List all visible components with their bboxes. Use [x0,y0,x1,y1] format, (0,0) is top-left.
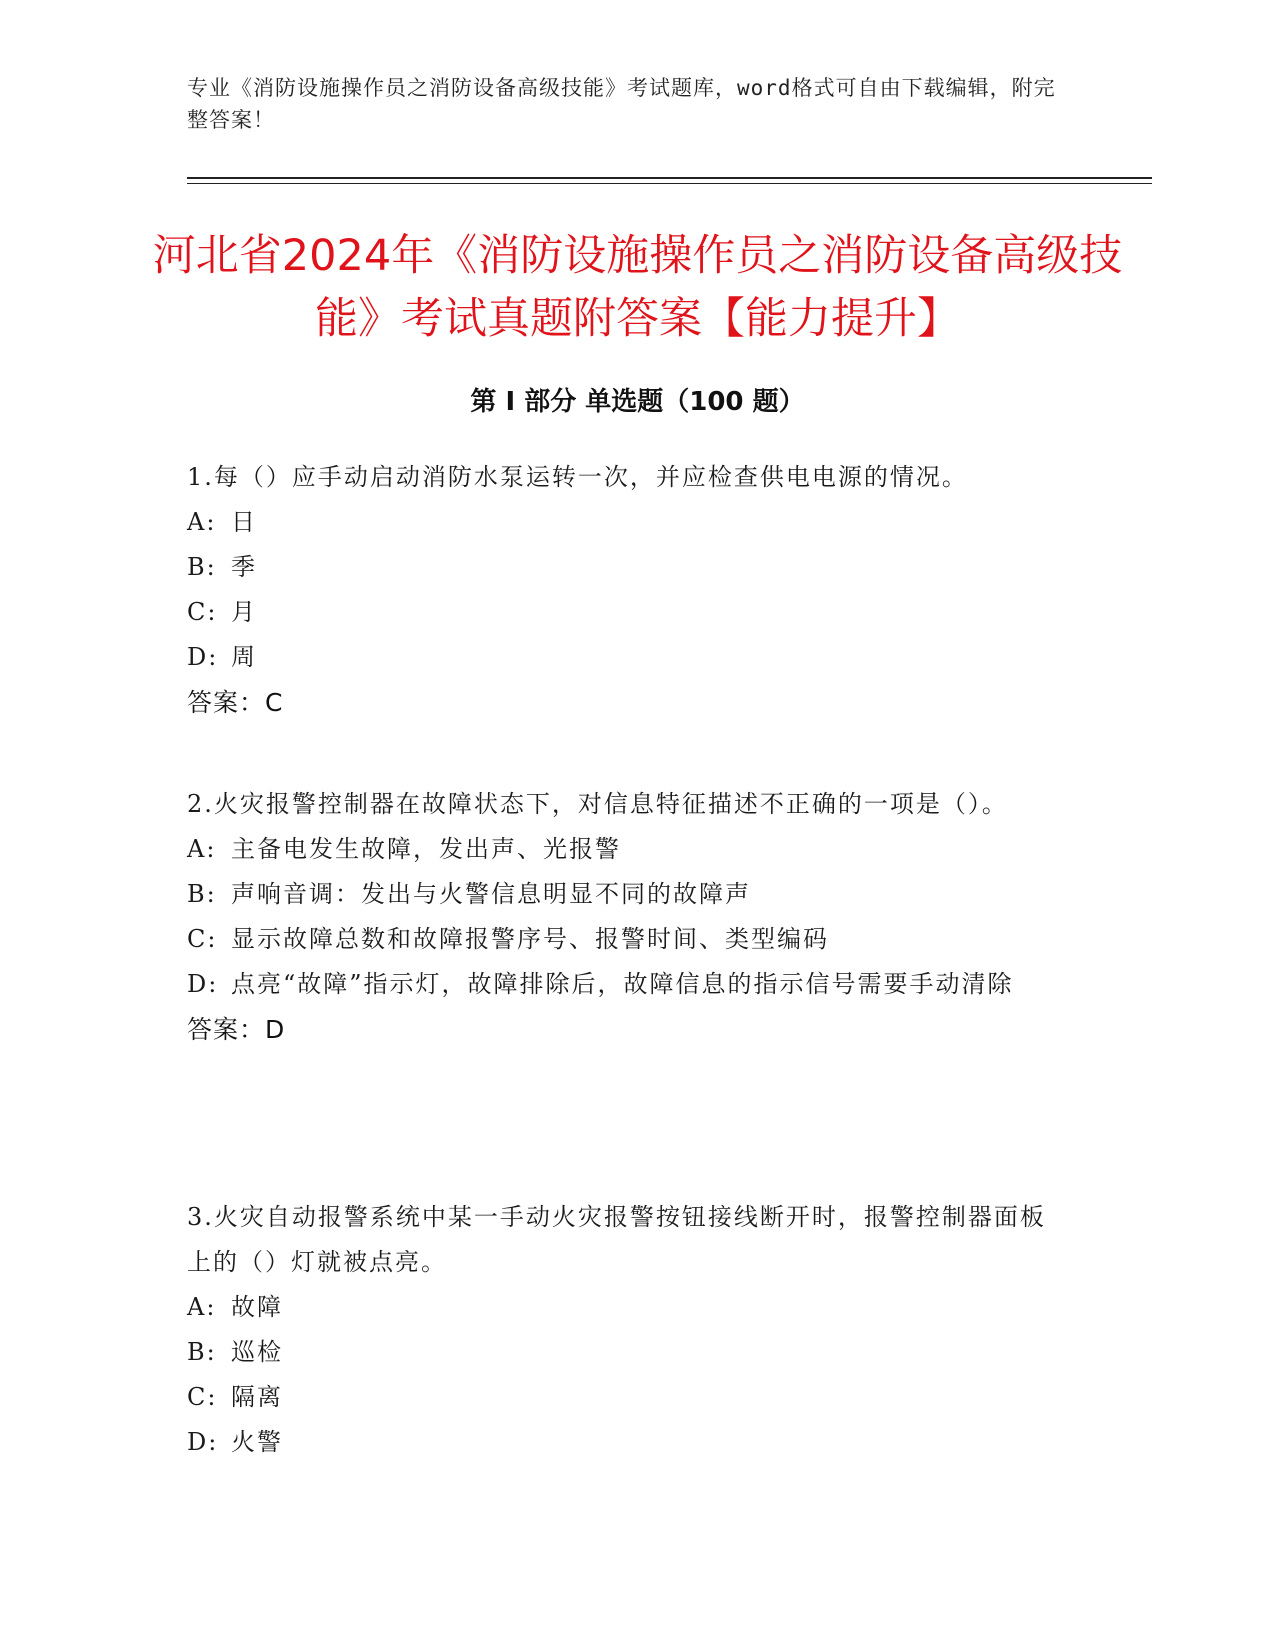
option-letter: C: [187,598,218,626]
option-text: 声响音调：发出与火警信息明显不同的故障声 [231,880,751,908]
header-note: 专业《消防设施操作员之消防设备高级技能》考试题库，word格式可自由下载编辑，附完整答案！ [187,76,1056,132]
option-a [187,1285,1067,1330]
question-1 [187,455,1067,725]
question-stem: 1.每（）应手动启动消防水泵运转一次，并应检查供电电源的情况。 [187,463,968,491]
option-text: 显示故障总数和故障报警序号、报警时间、类型编码 [231,925,829,953]
option-d [187,635,1067,680]
question-stem: 2.火灾报警控制器在故障状态下，对信息特征描述不正确的一项是（）。 [187,790,1008,818]
option-a [187,500,1067,545]
option-d [187,962,1067,1007]
option-c [187,1375,1067,1420]
option-text: 周 [231,643,257,671]
document-title: 河北省2024年《消防设施操作员之消防设备高级技能》考试真题附答案【能力提升】 [152,231,1123,344]
option-letter: C: [187,925,218,953]
option-a [187,827,1067,872]
option-text: 巡检 [231,1338,283,1366]
option-letter: D: [187,643,219,671]
question-3 [187,1195,1067,1465]
answer-line: 答案：D [187,1015,286,1044]
option-text: 主备电发生故障，发出声、光报警 [231,835,621,863]
option-letter: D: [187,1428,219,1456]
question-2 [187,782,1067,1052]
section-heading: 第 I 部分 单选题（100 题） [470,387,805,417]
option-letter: A: [187,508,217,536]
option-text: 季 [231,553,257,581]
option-c [187,917,1067,962]
option-text: 隔离 [231,1383,283,1411]
option-d [187,1420,1067,1465]
option-text: 点亮“故障”指示灯，故障排除后，故障信息的指示信号需要手动清除 [231,970,1014,998]
option-letter: B: [187,1338,217,1366]
option-c [187,590,1067,635]
option-text: 日 [231,508,257,536]
option-b [187,545,1067,590]
header-divider-thin [187,183,1152,184]
option-text: 月 [231,598,257,626]
option-text: 火警 [231,1428,283,1456]
header-divider-thick [187,177,1152,179]
option-letter: D: [187,970,219,998]
question-stem: 3.火灾自动报警系统中某一手动火灾报警按钮接线断开时，报警控制器面板上的（）灯就被点亮。 [187,1203,1046,1276]
option-b [187,872,1067,917]
option-letter: A: [187,1293,217,1321]
option-text: 故障 [231,1293,283,1321]
answer-line: 答案：C [187,688,284,717]
option-letter: B: [187,553,217,581]
option-letter: C: [187,1383,218,1411]
option-b [187,1330,1067,1375]
option-letter: B: [187,880,217,908]
option-letter: A: [187,835,217,863]
